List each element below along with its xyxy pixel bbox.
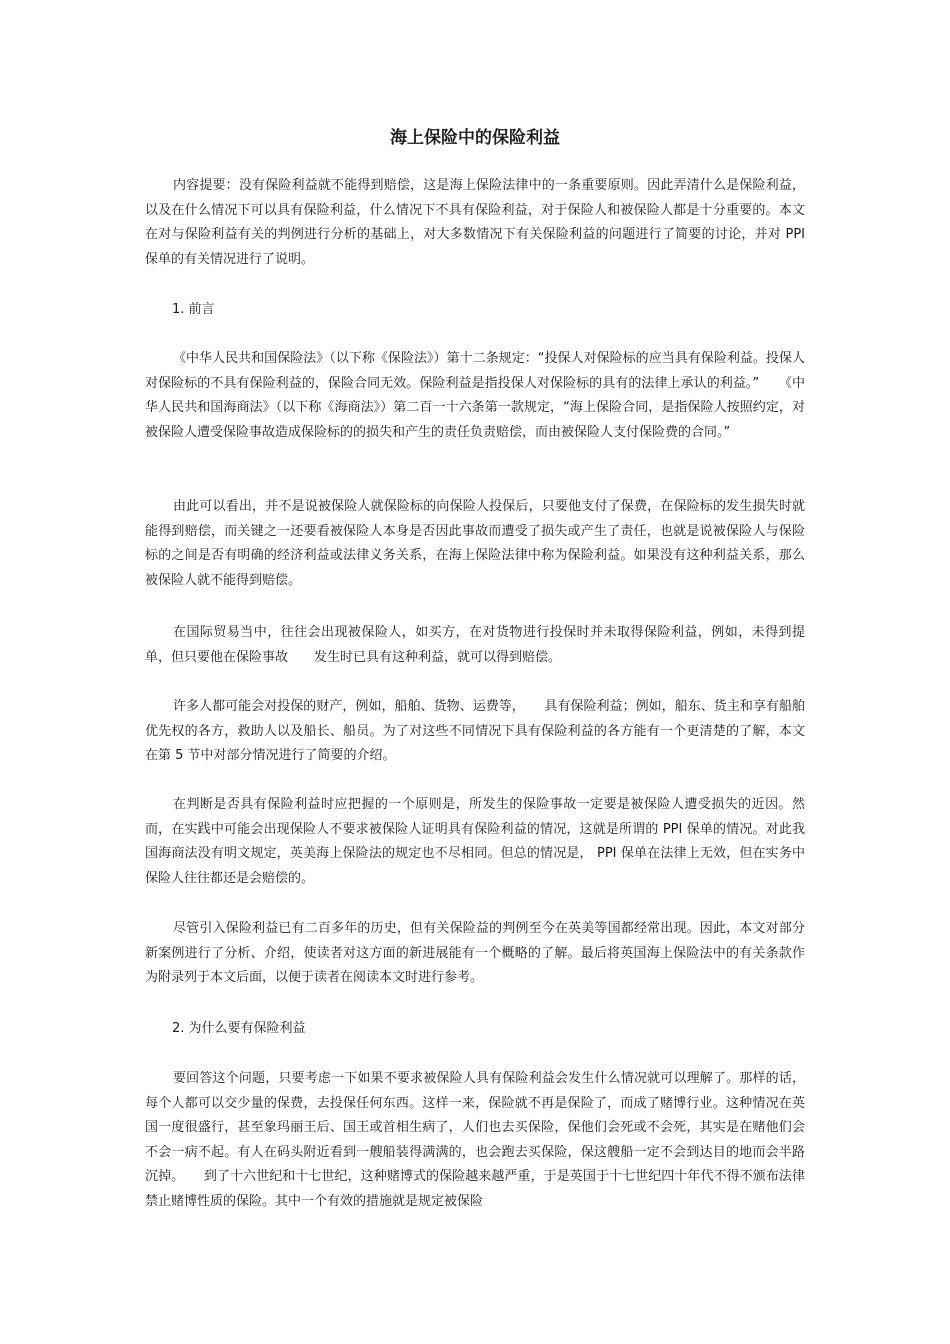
paragraph-international-trade: 在国际贸易当中，往往会出现被保险人，如买方，在对货物进行投保时并未取得保险利益，例如，未得到提单，但只要他在保险事故 发生时已具有这种利益，就可以得到赔偿。 [145,625,805,665]
section-heading-why-insurable-interest: 2. 为什么要有保险利益 [172,1021,306,1036]
section-heading-preface: 1. 前言 [172,302,215,317]
paragraph-insurable-interest-explained: 由此可以看出，并不是说被保险人就保险标的向保险人投保后，只要他支付了保费，在保险标的发生损失时就能得到赔偿，而关键之一还要看被保险人本身是否因此事故而遭受了损失或产生了责任，也就是说被保险人与保险标的之间是否有明确的经济利益或法律义务关系，在海上保险法律中称为保险利益。如果没有这种利益关系，那么被保险人就不能得到赔偿。 [145,499,805,588]
abstract-paragraph: 内容提要：没有保险利益就不能得到赔偿，这是海上保险法律中的一条重要原则。因此弄清什么是保险利益，以及在什么情况下可以具有保险利益，什么情况下不具有保险利益，对于保险人和被保险人都是十分重要的。本文在对与保险利益有关的判例进行分析的基础上，对大多数情况下有关保险利益的问题进行了简要的讨论，并对 PPI 保单的有关情况进行了说明。 [145,178,810,267]
paragraph-gambling-history: 要回答这个问题，只要考虑一下如果不要求被保险人具有保险利益会发生什么情况就可以理解了。那样的话，每个人都可以交少量的保费，去投保任何东西。这样一来，保险就不再是保险了，而成了赌博行业。这种情况在英国一度很盛行，甚至象玛丽王后、国王或首相生病了，人们也去买保险，保他们会死或不会死，其实是在赌他们会不会一病不起。有人在码头附近看到一艘船装得满满的，也会跑去买保险，保这艘船一定不会到达目的地而会半路沉掉。 到了十六世纪和十七世纪，这种赌博式的保险越来越严重，于是英国于十七世纪四十年代不得不颁布法律禁止赌博性质的保险。其中一个有效的措施就是规定被保险 [145,1071,805,1209]
paragraph-case-review: 尽管引入保险利益已有二百多年的历史，但有关保险益的判例至今在英美等国都经常出现。因此，本文对部分新案例进行了分析、介绍，使读者对这方面的新进展能有一个概略的了解。最后将英国海上保险法中的有关条款作为附录列于本文后面，以便于读者在阅读本文时进行参考。 [145,921,805,985]
paragraph-interested-parties: 许多人都可能会对投保的财产，例如，船舶、货物、运费等， 具有保险利益；例如，船东、货主和享有船舶优先权的各方，救助人以及船长、船员。为了对这些不同情况下具有保险利益的各方能有一个更清楚的了解，本文在第 5 节中对部分情况进行了简要的介绍。 [145,699,805,763]
paragraph-law-citation: 《中华人民共和国保险法》（以下称《保险法》）第十二条规定：“投保人对保险标的应当具有保险利益。投保人对保险标的不具有保险利益的，保险合同无效。保险利益是指投保人对保险标的具有的法律上承认的利益。” 《中华人民共和国海商法》（以下称《海商法》）第二百一十六条第一款规定，“海上保险合同，是指保险人按照约定，对被保险人遭受保险事故造成保险标的的损失和产生的责任负责赔偿，而由被保险人支付保险费的合同。” [145,351,805,440]
paragraph-ppi-policy: 在判断是否具有保险利益时应把握的一个原则是，所发生的保险事故一定要是被保险人遭受损失的近因。然而，在实践中可能会出现保险人不要求被保险人证明具有保险利益的情况，这就是所谓的 PPI 保单的情况。对此我国海商法没有明文规定，英美海上保险法的规定也不尽相同。但总的情况是， PPI 保单在法律上无效，但在实务中保险人往往都还是会赔偿的。 [145,797,805,886]
document-title: 海上保险中的保险利益 [390,128,560,148]
